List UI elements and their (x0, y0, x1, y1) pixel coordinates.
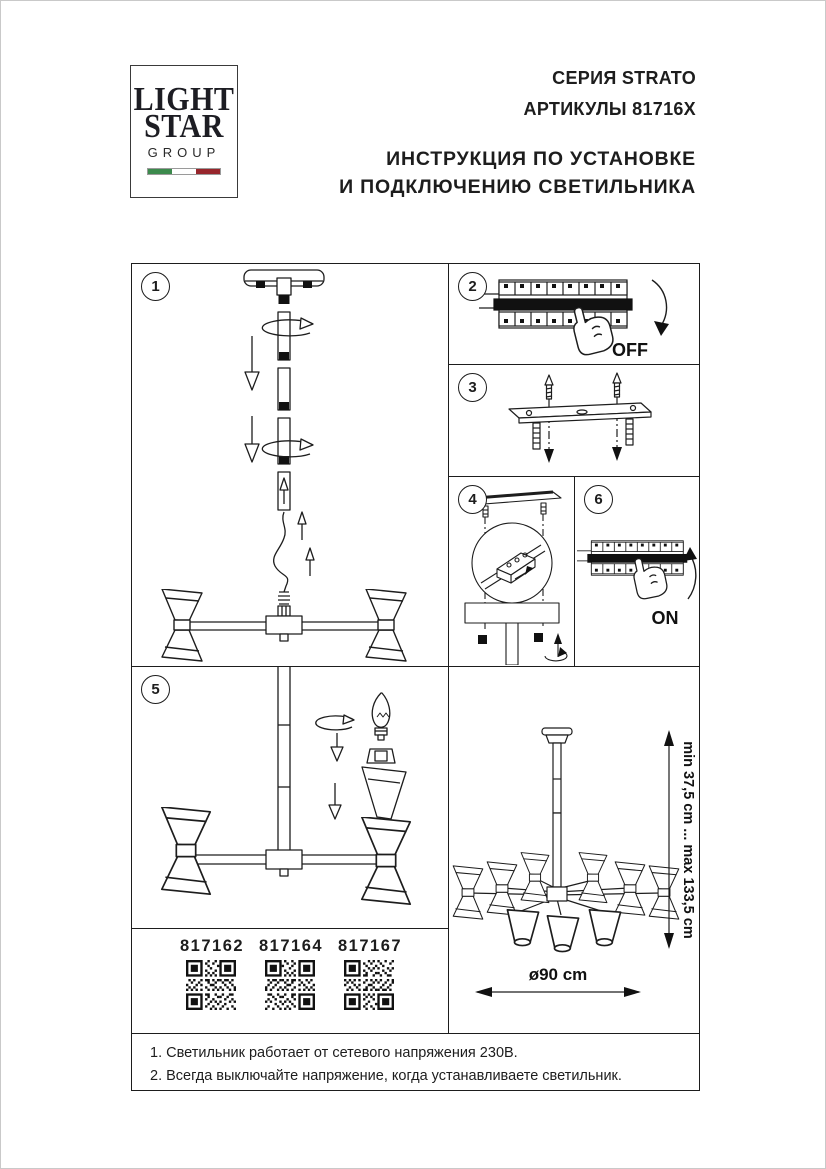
height-range-label: min 37,5 cm ... max 133,5 cm (680, 741, 696, 939)
instruction-title-line1: ИНСТРУКЦИЯ ПО УСТАНОВКЕ (386, 148, 696, 170)
qr-article-item (259, 935, 324, 1015)
logo-text-group: GROUP (147, 145, 221, 160)
set-screw-icon (478, 635, 487, 644)
step4-panel (449, 477, 575, 667)
italian-flag-stripe (147, 168, 221, 175)
shade-cone-icon (547, 916, 578, 952)
step3-bracket-diagram (449, 365, 699, 475)
instruction-steps-grid (131, 263, 700, 1091)
qr-article-section (132, 929, 449, 1034)
note-line: 2. Всегда выключайте напряжение, когда устанавливаете светильник. (150, 1068, 622, 1084)
step1-rod-assembly-diagram (132, 264, 448, 665)
step3-panel (449, 365, 699, 477)
suspension-rod (506, 623, 518, 665)
assembled-chandelier-diagram (449, 667, 699, 1032)
screw-icon (545, 375, 553, 399)
on-label: ON (651, 608, 679, 628)
circuit-breaker-icon (479, 280, 632, 328)
step-number-badge: 2 (458, 272, 487, 301)
shade-bowtie-icon (453, 866, 483, 919)
ceiling-canopy-icon (244, 270, 324, 304)
rotation-arrow-icon (316, 715, 354, 730)
step2-panel (449, 264, 699, 365)
rotation-arrow-icon (545, 633, 567, 661)
step-number-badge: 6 (584, 485, 613, 514)
switch-off-arrow-icon (652, 280, 669, 336)
chandelier-hub (266, 850, 302, 869)
step-number-badge: 3 (458, 373, 487, 402)
chandelier-hub (266, 616, 302, 634)
lightstar-logo (130, 65, 238, 198)
shade-bowtie-icon (521, 853, 549, 903)
step2-power-off-diagram (449, 264, 699, 363)
diameter-dimension-arrow (475, 987, 641, 997)
flag-white (172, 169, 196, 174)
article-number: 817167 (338, 937, 403, 955)
down-arrow-icon (612, 447, 622, 461)
suspension-rod (278, 667, 290, 855)
up-arrow-icon (306, 548, 314, 576)
down-arrow-icon (331, 733, 343, 761)
suspension-rod (553, 743, 561, 813)
shade-cone-icon (507, 910, 538, 946)
candle-bulb-icon (372, 693, 390, 740)
canopy-icon (465, 603, 559, 623)
qr-article-item (338, 935, 403, 1015)
upper-cone-shade-icon (362, 767, 406, 819)
socket-cup-icon (367, 749, 395, 763)
footer-notes (132, 1034, 699, 1090)
article-number: 817164 (259, 937, 324, 955)
articles-title: АРТИКУЛЫ 81716X (523, 99, 696, 119)
ceiling-canopy-icon (542, 728, 572, 743)
qr-article-item (180, 935, 245, 1015)
screw-icon (613, 373, 621, 397)
set-screw-icon (534, 633, 543, 642)
step-number-badge: 4 (458, 485, 487, 514)
down-arrow-icon (544, 449, 554, 463)
wall-plug-icon (626, 419, 633, 445)
lamp-socket (278, 606, 290, 616)
logo-text-light: LIGHT (133, 81, 235, 118)
shade-bowtie-icon (162, 807, 210, 894)
shade-bowtie-icon (649, 866, 679, 919)
qr-code-icon (344, 960, 394, 1010)
off-label: OFF (612, 340, 648, 360)
power-cable (274, 512, 288, 592)
article-number: 817162 (180, 937, 245, 955)
qr-code-icon (186, 960, 236, 1010)
step5-panel (132, 667, 449, 929)
note-line: 1. Светильник работает от сетевого напряжения 230В. (150, 1045, 518, 1061)
document-title (339, 63, 696, 201)
down-arrow-icon (329, 783, 341, 819)
series-title: СЕРИЯ STRATO (552, 68, 696, 88)
step5-bulb-shade-diagram (132, 667, 448, 927)
step-number-badge: 5 (141, 675, 170, 704)
wall-plug-icon (533, 423, 540, 449)
qr-code-icon (265, 960, 315, 1010)
flag-green (148, 169, 172, 174)
step1-panel (132, 264, 449, 667)
chandelier-hub (547, 887, 567, 901)
down-arrow-icon (245, 336, 259, 390)
instruction-title-line2: И ПОДКЛЮЧЕНИЮ СВЕТИЛЬНИКА (339, 176, 696, 198)
up-arrow-icon (298, 512, 306, 540)
shade-cone-icon (589, 910, 620, 946)
flag-red (196, 169, 220, 174)
shade-bowtie-icon (579, 853, 607, 903)
step6-panel (575, 477, 699, 667)
down-arrow-icon (245, 416, 259, 462)
dimensions-panel (449, 667, 699, 1034)
logo-text-star: STAR (144, 108, 224, 145)
cable-coil (278, 592, 290, 604)
diameter-label: ø90 cm (528, 965, 588, 984)
circuit-breaker-icon (577, 541, 687, 575)
step-number-badge: 1 (141, 272, 170, 301)
